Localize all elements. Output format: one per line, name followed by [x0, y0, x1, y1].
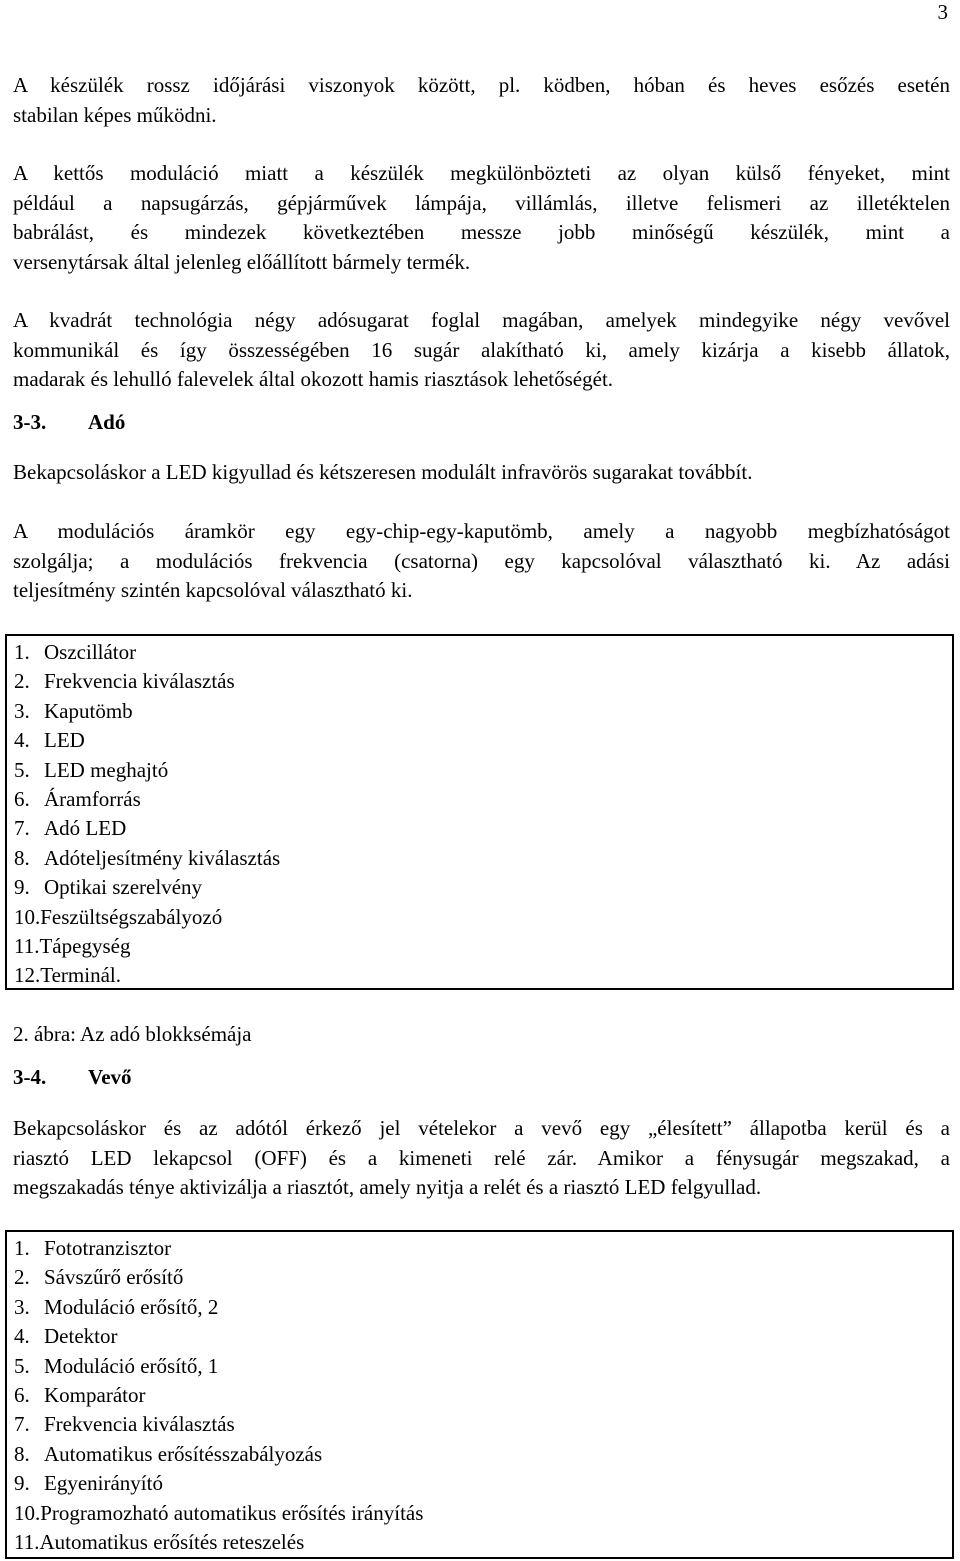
list-item: 12.Terminál. — [14, 963, 121, 987]
section-number: 3-3. — [13, 410, 47, 434]
list-item: 11.Tápegység — [14, 934, 131, 958]
text-line: szolgálja; a modulációs frekvencia (csatorna) egy kapcsolóval választható ki. Az adási — [13, 548, 950, 573]
text-line: A modulációs áramkör egy egy-chip-egy-kaputömb, amely a nagyobb megbízhatóságot — [13, 519, 950, 543]
section-heading-transmitter — [13, 408, 125, 438]
list-item: 4. Detektor — [14, 1324, 118, 1348]
text-line: babrálást, és mindezek következtében messze jobb minőségű készülék, mint a — [13, 220, 950, 244]
section-heading-receiver — [13, 1063, 132, 1093]
list-item: 5. Moduláció erősítő, 1 — [14, 1354, 219, 1378]
text-line: madarak és lehulló falevelek által okozott hamis riasztások lehetőségét. — [13, 367, 614, 391]
text-line: A kvadrát technológia négy adósugarat foglal magában, amelyek mindegyike négy vevővel — [13, 308, 950, 332]
list-item: 6. Komparátor — [14, 1383, 146, 1407]
transmitter-block-list — [5, 634, 954, 990]
text-line: Bekapcsoláskor a LED kigyullad és kétszeresen modulált infravörös sugarakat továbbít. — [13, 460, 753, 484]
text-line: stabilan képes működni. — [13, 102, 217, 127]
text-line: riasztó LED lekapcsol (OFF) és a kimeneti relé zár. Amikor a fénysugár megszakad, a — [13, 1145, 950, 1170]
text-line: például a napsugárzás, gépjárművek lámpája, villámlás, illetve felismeri az illetéktelen — [13, 190, 950, 215]
section-number: 3-4. — [13, 1065, 47, 1089]
figure-caption: 2. ábra: Az adó blokksémája — [13, 1022, 252, 1046]
text-line: A kettős moduláció miatt a készülék megkülönbözteti az olyan külső fényeket, mint — [13, 161, 950, 185]
list-item: 1. Fototranzisztor — [14, 1236, 172, 1260]
list-item: 2. Frekvencia kiválasztás — [14, 669, 235, 693]
text-line: kommunikál és így összességében 16 sugár alakítható ki, amely kizárja a kisebb állatok, — [13, 337, 950, 362]
list-item: 9. Optikai szerelvény — [14, 875, 203, 899]
list-item: 10.Programozható automatikus erősítés irányítás — [14, 1501, 424, 1525]
text-line: A készülék rossz időjárási viszonyok között, pl. ködben, hóban és heves esőzés esetén — [13, 73, 950, 97]
list-item: 11.Automatikus erősítés reteszelés — [14, 1530, 305, 1554]
list-item: 7. Frekvencia kiválasztás — [14, 1412, 235, 1436]
list-item: 3. Kaputömb — [14, 699, 133, 723]
list-item: 8. Adóteljesítmény kiválasztás — [14, 846, 281, 870]
paragraph-dual-modulation — [13, 159, 950, 277]
page-number: 3 — [937, 0, 948, 24]
list-item: 7. Adó LED — [14, 816, 127, 840]
text-line: megszakadás ténye aktivizálja a riasztót, amely nyitja a relét és a riasztó LED felgyullad. — [13, 1175, 762, 1199]
section-title: Adó — [88, 410, 126, 434]
paragraph-receiver — [13, 1114, 950, 1203]
text-line: Bekapcsoláskor és az adótól érkező jel vételekor a vevő egy „élesített” állapotba kerül és a — [13, 1116, 950, 1140]
receiver-block-list — [5, 1230, 954, 1559]
paragraph-quad-technology — [13, 306, 950, 395]
paragraph-modulation-circuit — [13, 517, 950, 606]
list-item: 5. LED meghajtó — [14, 758, 169, 782]
paragraph-transmitter-on — [13, 458, 950, 488]
list-item: 1. Oszcillátor — [14, 640, 137, 664]
list-item: 4. LED — [14, 728, 85, 752]
list-item: 6. Áramforrás — [14, 787, 141, 811]
text-line: teljesítmény szintén kapcsolóval választható ki. — [13, 578, 413, 602]
paragraph-weather — [13, 71, 950, 130]
text-line: versenytársak által jelenleg előállított bármely termék. — [13, 249, 471, 274]
section-title: Vevő — [88, 1065, 132, 1089]
list-item: 9. Egyenirányító — [14, 1471, 163, 1495]
list-item: 2. Sávszűrő erősítő — [14, 1265, 184, 1289]
list-item: 3. Moduláció erősítő, 2 — [14, 1295, 219, 1319]
list-item: 8. Automatikus erősítésszabályozás — [14, 1442, 323, 1466]
list-item: 10.Feszültségszabályozó — [14, 905, 223, 929]
